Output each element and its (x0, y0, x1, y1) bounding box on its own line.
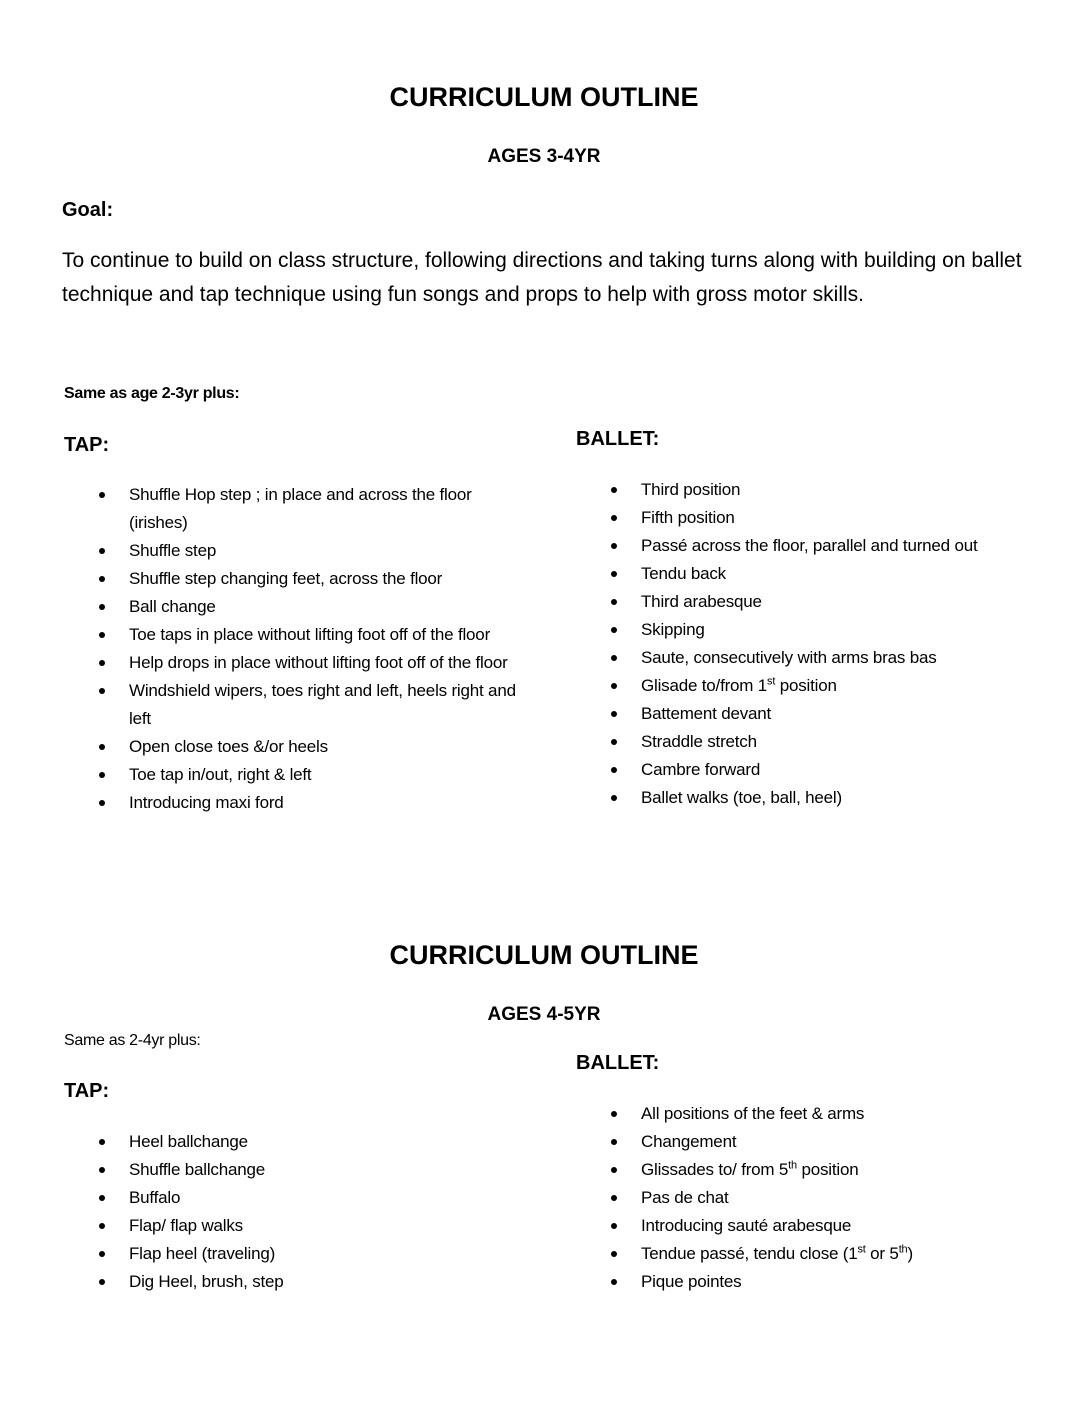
tap-list (99, 1128, 519, 1296)
list-item: Shuffle step (99, 537, 519, 565)
ballet-heading: BALLET: (576, 1052, 660, 1074)
ordinal-suffix: st (767, 675, 776, 688)
list-item: Flap/ flap walks (99, 1212, 519, 1240)
ballet-list (611, 476, 1051, 812)
page-title: CURRICULUM OUTLINE (389, 940, 699, 970)
tap-heading: TAP: (64, 434, 110, 456)
list-item: Pas de chat (611, 1184, 1051, 1212)
list-item: Introducing sauté arabesque (611, 1212, 1051, 1240)
list-item-text: Tendue passé, tendu close (1 (641, 1244, 858, 1263)
list-item: Battement devant (611, 700, 1051, 728)
list-item-text: Glissades to/ from 5 (641, 1160, 789, 1179)
list-item: Changement (611, 1128, 1051, 1156)
prerequisite-note: Same as 2-4yr plus: (64, 1032, 201, 1049)
list-item: Windshield wipers, toes right and left, heels right and left (99, 677, 519, 733)
list-item: Introducing maxi ford (99, 789, 519, 817)
list-item: Tendu back (611, 560, 1051, 588)
page-title: CURRICULUM OUTLINE (389, 82, 699, 112)
list-item: All positions of the feet & arms (611, 1100, 1051, 1128)
list-item: Passé across the floor, parallel and turned out (611, 532, 1051, 560)
tap-heading: TAP: (64, 1080, 110, 1102)
list-item: Toe taps in place without lifting foot off of the floor (99, 621, 519, 649)
list-item: Dig Heel, brush, step (99, 1268, 519, 1296)
list-item: Open close toes &/or heels (99, 733, 519, 761)
list-item: Third position (611, 476, 1051, 504)
list-item: Help drops in place without lifting foot off of the floor (99, 649, 519, 677)
goal-text: To continue to build on class structure, following directions and taking turns along with building on ballet technique and tap technique using fun songs and props to help with gross motor skills. (62, 249, 1022, 306)
list-item: Shuffle ballchange (99, 1156, 519, 1184)
list-item: Fifth position (611, 504, 1051, 532)
ordinal-suffix: st (857, 1243, 866, 1256)
list-item (611, 672, 1051, 700)
list-item: Cambre forward (611, 756, 1051, 784)
list-item: Heel ballchange (99, 1128, 519, 1156)
list-item: Buffalo (99, 1184, 519, 1212)
list-item: Skipping (611, 616, 1051, 644)
prerequisite-note: Same as age 2-3yr plus: (64, 385, 240, 402)
list-item: Ball change (99, 593, 519, 621)
list-item-text: position (796, 1160, 859, 1179)
tap-list (99, 481, 519, 817)
goal-label: Goal: (62, 199, 114, 221)
ordinal-suffix: th (898, 1243, 908, 1256)
ordinal-suffix: th (788, 1159, 797, 1172)
list-item: Flap heel (traveling) (99, 1240, 519, 1268)
age-heading: AGES 3-4YR (487, 146, 601, 167)
age-heading: AGES 4-5YR (487, 1004, 601, 1025)
list-item: Shuffle step changing feet, across the floor (99, 565, 519, 593)
list-item: Third arabesque (611, 588, 1051, 616)
list-item: Shuffle Hop step ; in place and across the floor (irishes) (99, 481, 519, 537)
list-item-text: Glisade to/from 1 (641, 676, 768, 695)
list-item (611, 1240, 1051, 1268)
list-item-text: ) (907, 1244, 913, 1263)
list-item: Toe tap in/out, right & left (99, 761, 519, 789)
list-item: Straddle stretch (611, 728, 1051, 756)
list-item-text: or 5 (865, 1244, 899, 1263)
list-item: Ballet walks (toe, ball, heel) (611, 784, 1051, 812)
ballet-list (611, 1100, 1051, 1296)
list-item: Saute, consecutively with arms bras bas (611, 644, 1051, 672)
list-item: Pique pointes (611, 1268, 1051, 1296)
list-item-text: position (775, 676, 837, 695)
ballet-heading: BALLET: (576, 428, 660, 450)
list-item (611, 1156, 1051, 1184)
